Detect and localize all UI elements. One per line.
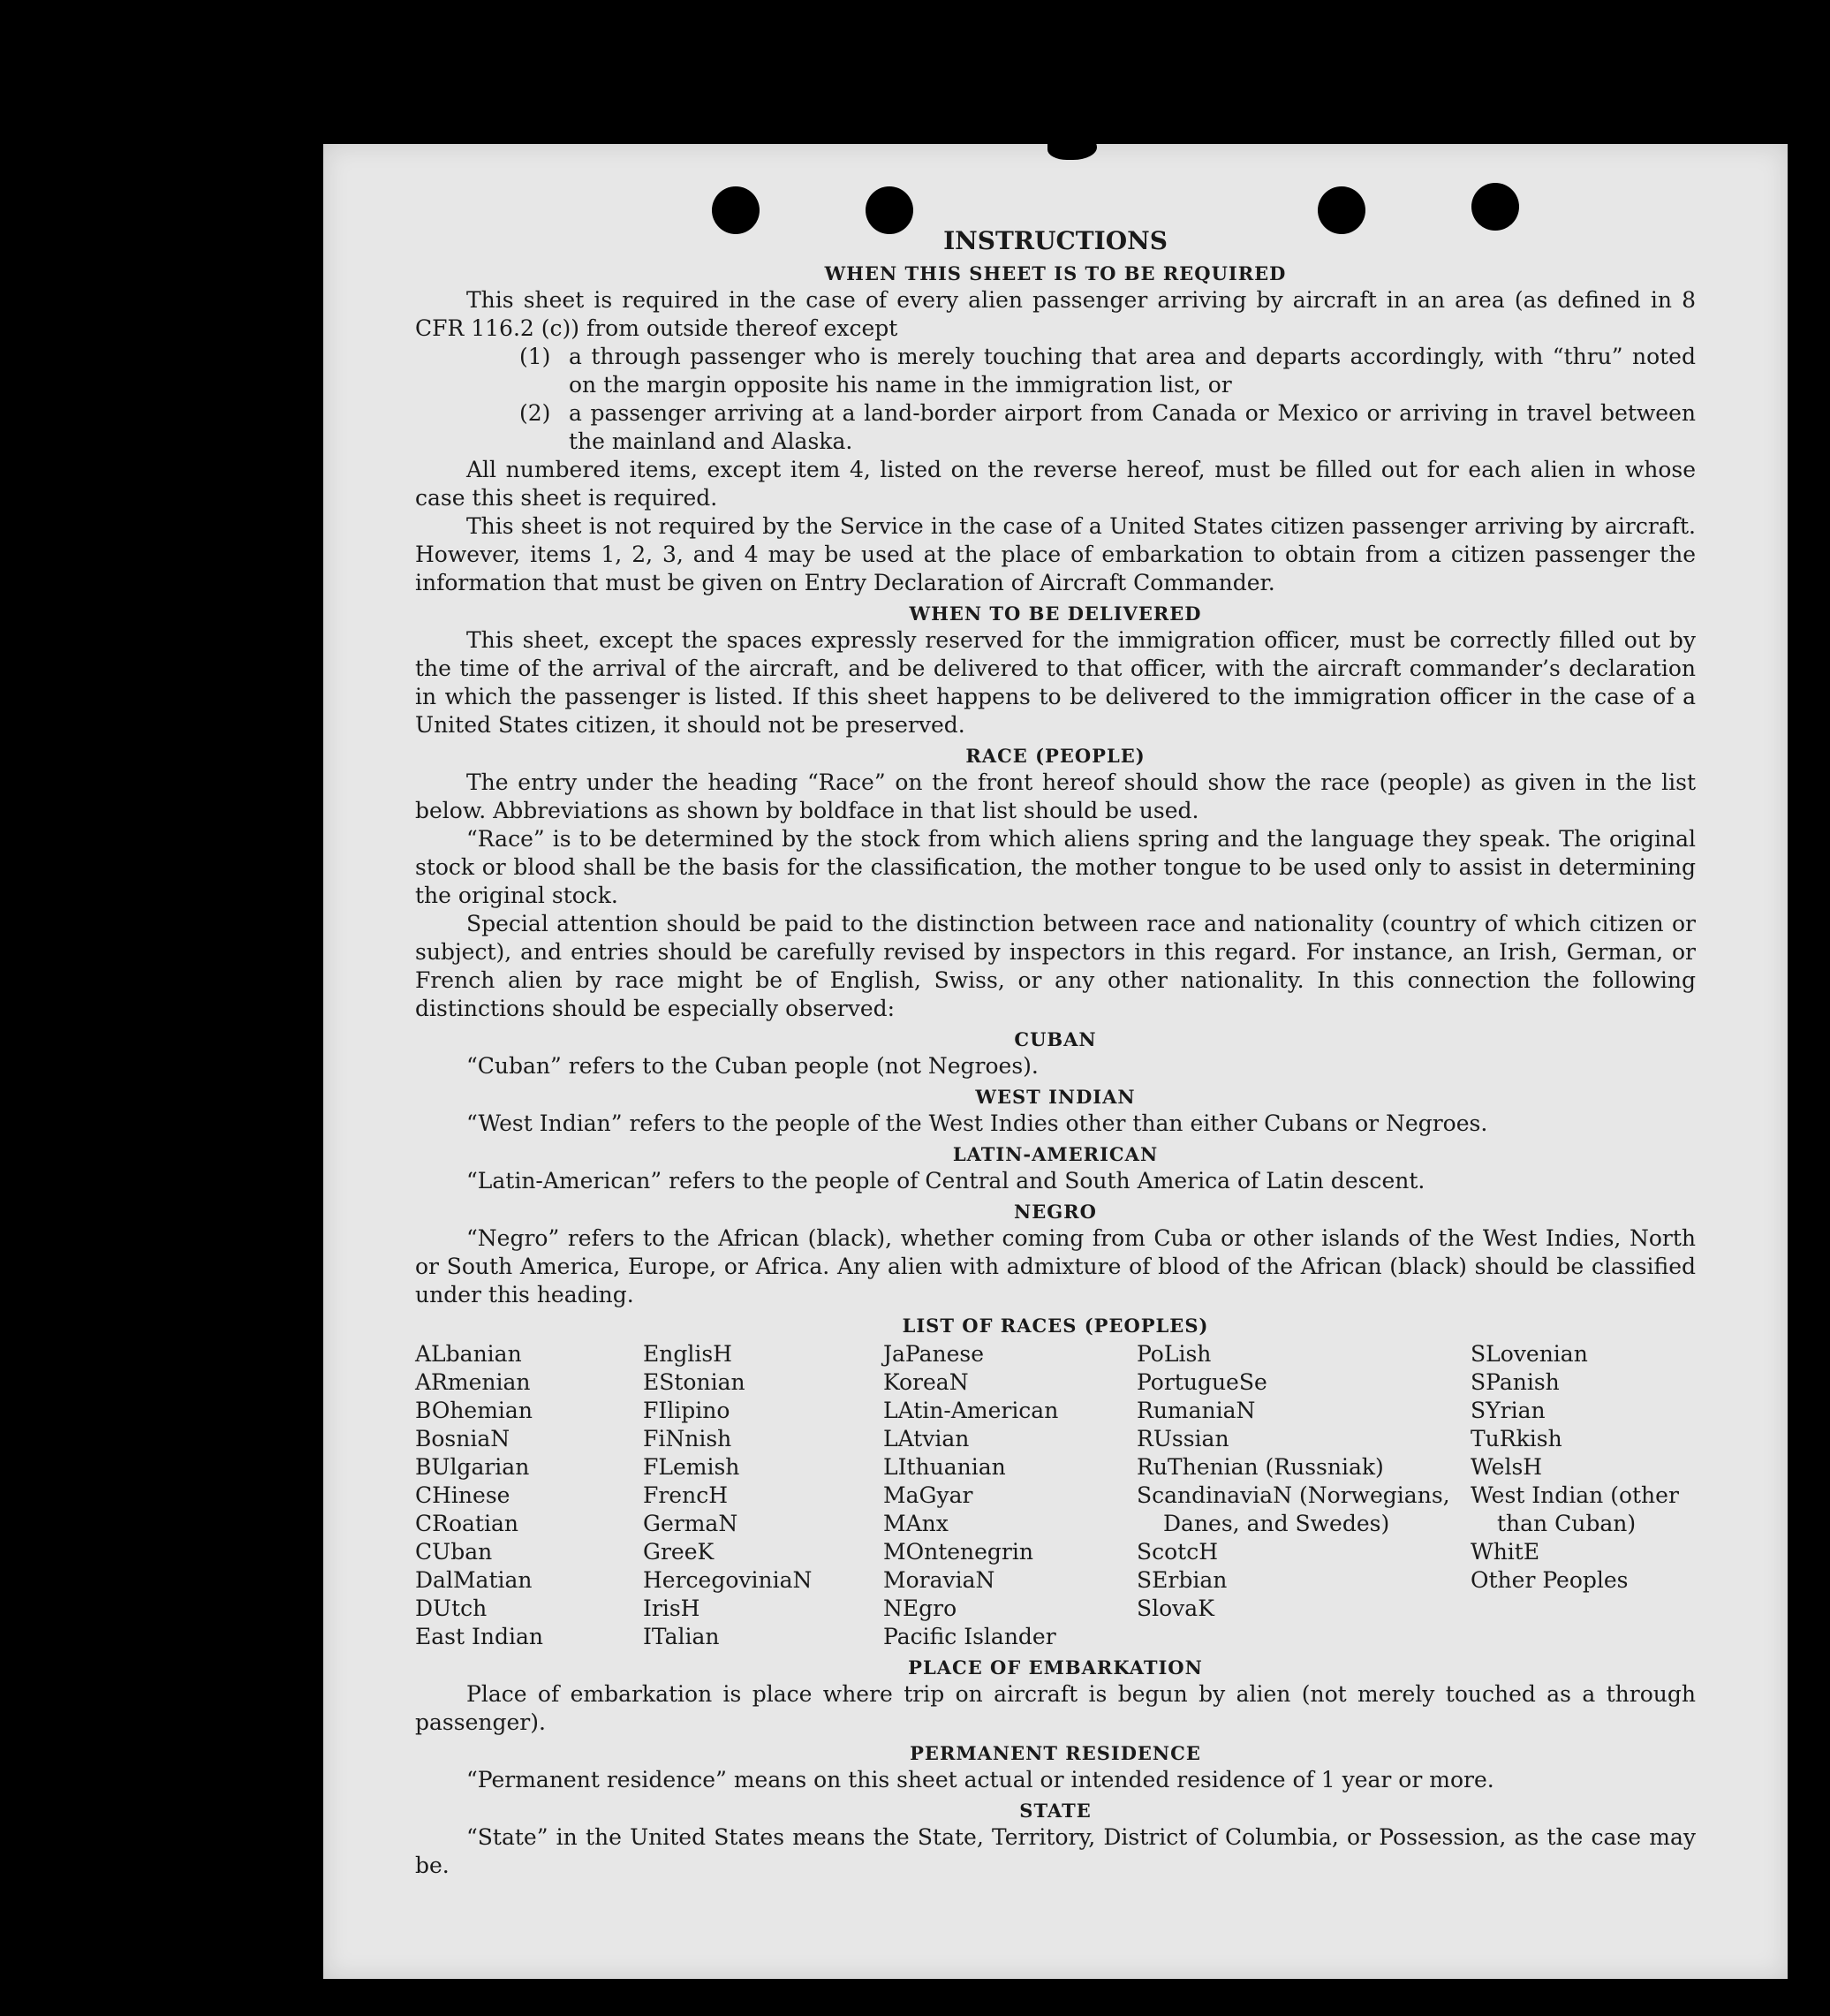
race-entry: EStonian: [643, 1369, 745, 1395]
list-item: [519, 399, 1696, 456]
section-heading-race: RACE (PEOPLE): [965, 745, 1146, 767]
paragraph: All numbered items, except item 4, listed on the reverse hereof, must be filled out for each alien in whose case this sheet is required.: [415, 457, 1696, 511]
paragraph: “Negro” refers to the African (black), whether coming from Cuba or other islands of the West Indies, North or South America, Europe, or Africa. Any alien with admixture of blood of the African (black) should be classified under this heading.: [415, 1225, 1696, 1307]
paragraph: “State” in the United States means the State, Territory, District of Columbia, or Possession, as the case may be.: [415, 1824, 1696, 1878]
paragraph: This sheet, except the spaces expressly reserved for the immigration officer, must be correctly filled out by the time of the arrival of the aircraft, and be delivered to that officer, with the aircraft commander’s declaration in which the passenger is listed. If this sheet happens to be delivered to the immigration officer in the case of a United States citizen, it should not be preserved.: [415, 627, 1696, 738]
race-entry: ARmenian: [415, 1369, 531, 1395]
item-number: (2): [519, 400, 551, 426]
race-entry: TuRkish: [1471, 1426, 1562, 1451]
paragraph: This sheet is not required by the Service in the case of a United States citizen passenger arriving by aircraft. However, items 1, 2, 3, and 4 may be used at the place of embarkation to obtain from a citizen passenger the information that must be given on Entry Declaration of Aircraft Commander.: [415, 513, 1696, 595]
race-entry: DUtch: [415, 1595, 488, 1621]
race-entry: RuThenian (Russniak): [1137, 1454, 1384, 1480]
race-entry: GreeK: [643, 1539, 715, 1565]
paragraph: The entry under the heading “Race” on the front hereof should show the race (people) as given in the list below. Abbreviations as shown by boldface in that list should be used.: [415, 769, 1696, 823]
race-entry: ITalian: [643, 1624, 720, 1649]
section-heading-west-indian: WEST INDIAN: [975, 1086, 1136, 1108]
race-entry: CRoatian: [415, 1511, 518, 1536]
race-entry: SPanish: [1471, 1369, 1560, 1395]
paper-clip-mark: [1047, 133, 1097, 160]
race-entry: KoreaN: [883, 1369, 969, 1395]
race-entry: LIthuanian: [883, 1454, 1006, 1480]
races-column: [883, 1340, 1137, 1651]
race-entry: FIlipino: [643, 1398, 730, 1423]
race-entry: WelsH: [1471, 1454, 1543, 1480]
race-entry: ALbanian: [415, 1341, 522, 1367]
race-entry: RUssian: [1137, 1426, 1229, 1451]
paragraph: “Race” is to be determined by the stock from which aliens spring and the language they speak. The original stock or blood shall be the basis for the classification, the mother tongue to be used only to assist in determining the original stock.: [415, 826, 1696, 908]
paragraph: Special attention should be paid to the distinction between race and nationality (country of which citizen or subject), and entries should be carefully revised by inspectors in this regard. For instance, an Irish, German, or French alien by race might be of English, Swiss, or any other nationality. In this connection the following distinctions should be especially observed:: [415, 911, 1696, 1021]
race-entry: IrisH: [643, 1595, 700, 1621]
race-entry: ScotcH: [1137, 1539, 1219, 1565]
race-entry: FiNnish: [643, 1426, 732, 1451]
race-entry: BOhemian: [415, 1398, 533, 1423]
paragraph: “Permanent residence” means on this sheet actual or intended residence of 1 year or more.: [466, 1767, 1494, 1792]
section-heading-when-delivered: WHEN TO BE DELIVERED: [909, 603, 1202, 625]
race-entry: CUban: [415, 1539, 493, 1565]
race-entry: SLovenian: [1471, 1341, 1588, 1367]
section-heading-list-of-races: LIST OF RACES (PEOPLES): [902, 1315, 1209, 1337]
race-entry: Pacific Islander: [883, 1624, 1056, 1649]
race-entry: PoLish: [1137, 1341, 1212, 1367]
race-entry: JaPanese: [883, 1341, 985, 1367]
races-list: [415, 1340, 1696, 1651]
paragraph: Place of embarkation is place where trip on aircraft is begun by alien (not merely touched as a through passenger).: [415, 1681, 1696, 1735]
race-entry: FLemish: [643, 1454, 740, 1480]
race-entry: CHinese: [415, 1482, 510, 1508]
race-entry: HercegoviniaN: [643, 1567, 813, 1593]
race-entry: MAnx: [883, 1511, 949, 1536]
race-entry: MoraviaN: [883, 1567, 995, 1593]
item-text: a passenger arriving at a land-border airport from Canada or Mexico or arriving in travel between the mainland and Alaska.: [569, 400, 1696, 454]
race-entry: MaGyar: [883, 1482, 973, 1508]
document-body: [415, 225, 1696, 1880]
race-entry: Other Peoples: [1471, 1567, 1629, 1593]
paragraph: “Latin-American” refers to the people of Central and South America of Latin descent.: [466, 1168, 1425, 1194]
race-entry: MOntenegrin: [883, 1539, 1033, 1565]
paragraph: “Cuban” refers to the Cuban people (not Negroes).: [466, 1053, 1039, 1079]
race-entry: GermaN: [643, 1511, 738, 1536]
race-entry: SYrian: [1471, 1398, 1546, 1423]
list-item: [519, 343, 1696, 399]
race-entry: PortugueSe: [1137, 1369, 1267, 1395]
item-number: (1): [519, 344, 551, 369]
race-entry: SlovaK: [1137, 1595, 1214, 1621]
paragraph: “West Indian” refers to the people of the West Indies other than either Cubans or Negroes.: [466, 1110, 1488, 1136]
race-entry: FrencH: [643, 1482, 728, 1508]
races-column: [415, 1340, 643, 1651]
race-entry: BosniaN: [415, 1426, 510, 1451]
document-sheet: [323, 144, 1788, 1979]
race-entry: NEgro: [883, 1595, 957, 1621]
race-entry: West Indian (other than Cuban): [1471, 1482, 1679, 1536]
section-heading-place-of-embarkation: PLACE OF EMBARKATION: [908, 1656, 1203, 1679]
section-heading-permanent-residence: PERMANENT RESIDENCE: [910, 1742, 1201, 1764]
punch-hole: [1471, 183, 1519, 231]
race-entry: WhitE: [1471, 1539, 1540, 1565]
race-entry: RumaniaN: [1137, 1398, 1256, 1423]
races-column: [1471, 1340, 1696, 1651]
section-heading-when-required: WHEN THIS SHEET IS TO BE REQUIRED: [824, 262, 1287, 284]
race-entry: DalMatian: [415, 1567, 533, 1593]
race-entry: LAtvian: [883, 1426, 970, 1451]
section-heading-latin-american: LATIN-AMERICAN: [952, 1143, 1159, 1165]
paragraph: This sheet is required in the case of every alien passenger arriving by aircraft in an area (as defined in 8 CFR 116.2 (c)) from outside thereof except: [415, 287, 1696, 341]
race-entry: SErbian: [1137, 1567, 1228, 1593]
race-entry: BUlgarian: [415, 1454, 530, 1480]
section-heading-cuban: CUBAN: [1014, 1028, 1097, 1050]
race-entry: ScandinaviaN (Norwegians, Danes, and Swedes): [1137, 1482, 1450, 1536]
races-column: [1137, 1340, 1471, 1651]
section-heading-negro: NEGRO: [1014, 1201, 1097, 1223]
item-text: a through passenger who is merely touching that area and departs accordingly, with “thru” noted on the margin opposite his name in the immigration list, or: [569, 344, 1696, 398]
races-column: [643, 1340, 883, 1651]
race-entry: LAtin-American: [883, 1398, 1059, 1423]
race-entry: EnglisH: [643, 1341, 732, 1367]
section-heading-state: STATE: [1019, 1800, 1092, 1822]
race-entry: East Indian: [415, 1624, 543, 1649]
page-title: INSTRUCTIONS: [943, 226, 1168, 255]
